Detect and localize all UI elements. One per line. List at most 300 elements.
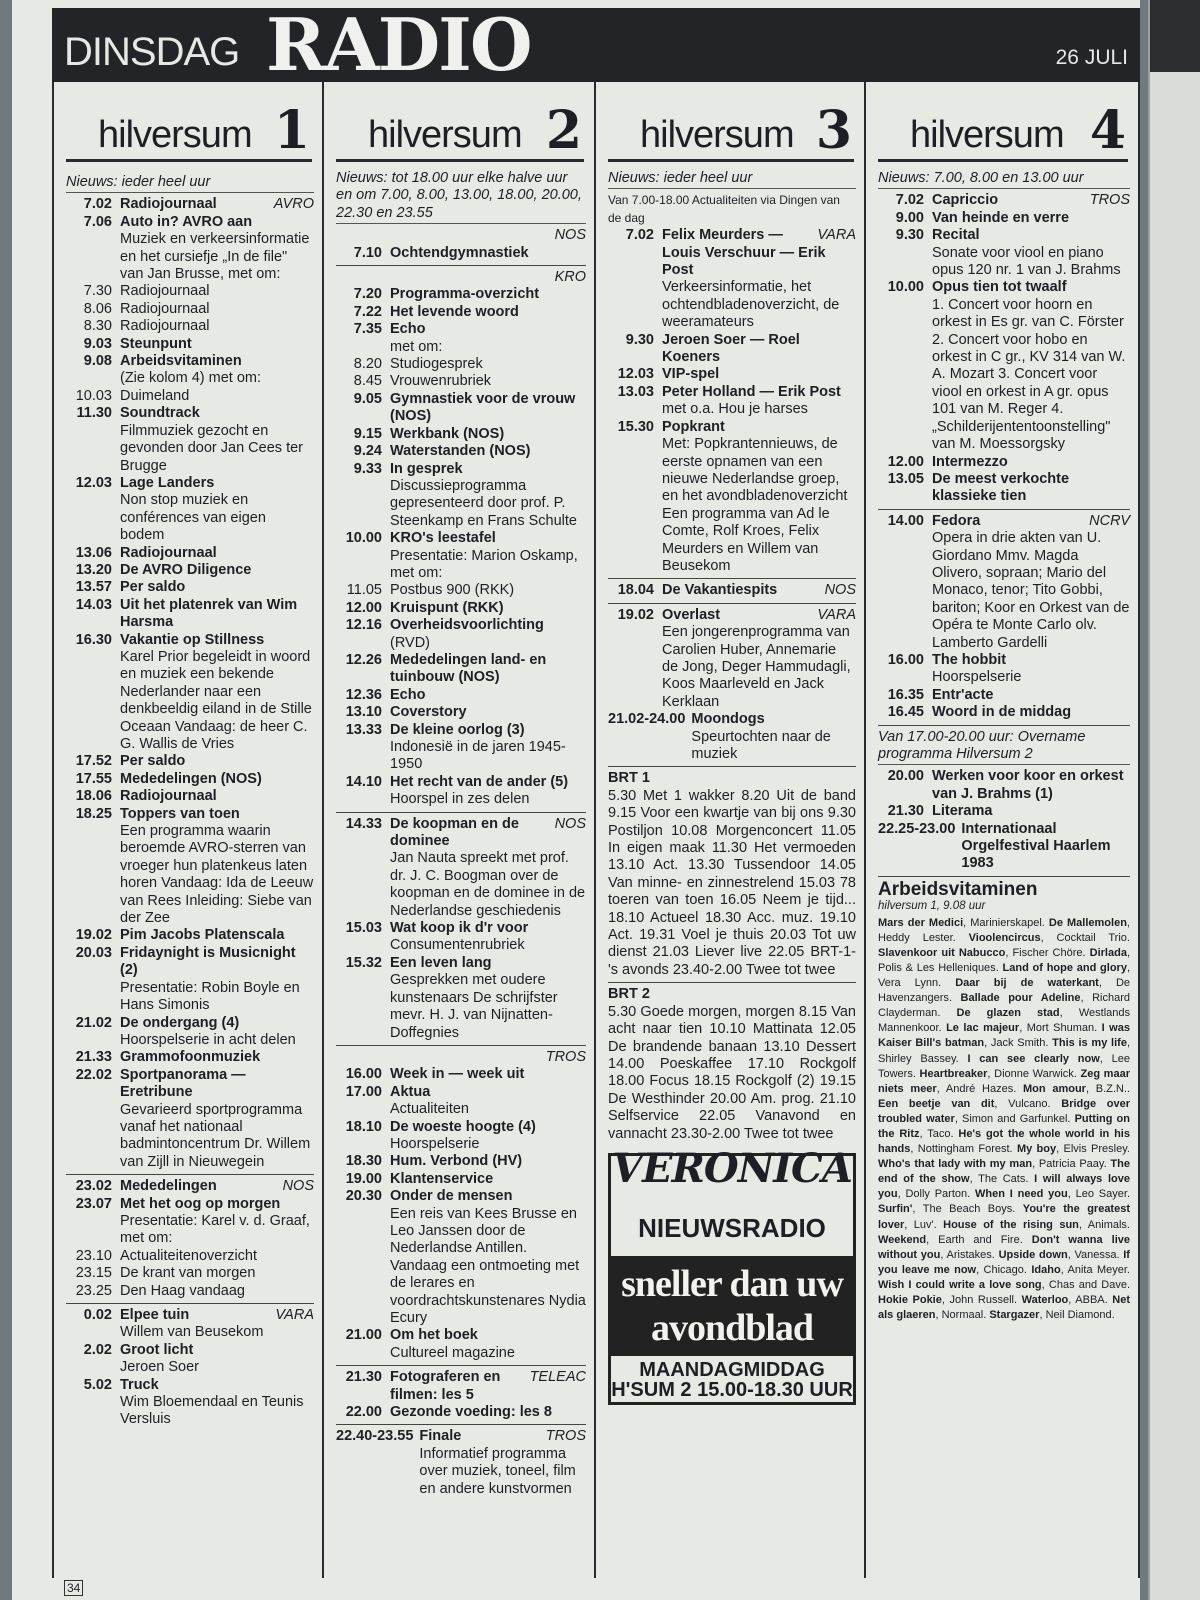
program-description: Actualiteiten [390,1101,469,1118]
program-title: Fridaynight is Musicnight (2) [120,944,296,979]
song-artist: André Hazes [945,1082,1014,1095]
program-details [390,1153,586,1170]
program-details [120,1248,314,1265]
song-artist: The Cats [978,1173,1026,1186]
program-details [932,227,1130,279]
advert-line-3: avondblad [650,1306,814,1349]
program-details [120,771,314,788]
program-details [390,461,586,531]
program-description: Vrouwenrubriek [390,373,492,390]
brt1-schedule: 5.30 Met 1 wakker 8.20 Uit de band 9.15 Voor een kwartje van bij ons 9.30 Postiljon 10.08 Morgenconcert 11.05 In eigen maak 11.30 Het vermoeden 13.10 Act. 13.30 Tussendoor 14.05 Van minne- en zinnestrelend 15.03 78 toeren van toen 16.05 Neem je tijd... 18.10 Actueel 18.30 Acc. muz. 19.10 Act. 19.31 Voel je thuis 20.03 Tot uw dienst 21.03 Liever live 22.05 BRT-1-'s avonds 23.40-2.00 Twee tot twee [608,787,856,978]
program-time: 23.25 [75,1282,112,1299]
program-time: 13.57 [75,579,112,596]
date-label: 26 JULI [1055,46,1128,69]
program-description: (Zie kolom 4) met om: [120,370,261,387]
song-artist: Mort Shuman [1026,1022,1095,1035]
program-entry [66,562,314,579]
program-title: Mededelingen (NOS) [120,770,262,787]
news-note: Nieuws: 7.00, 8.00 en 13.00 uur [878,170,1130,189]
program-details [120,283,314,300]
song-title: Weekend [878,1233,927,1246]
program-time: 16.45 [887,704,924,721]
song-artist: ABBA [1075,1294,1105,1306]
program-time: 9.30 [895,227,924,244]
arbeidsvitaminen-subtitle: hilversum 1, 9.08 uur [878,900,986,913]
song-title: Putting on the Ritz [878,1112,1130,1140]
program-entry [608,227,856,331]
program-title: Opus tien tot twaalf [932,279,1067,296]
program-entry [66,336,314,353]
program-description: Jan Nauta spreekt met prof. dr. J. C. Boogman over de koopman en de dominee in de Nederlandse geschiedenis [390,850,586,919]
program-time: 21.02 [75,1014,112,1031]
program-entry [336,426,586,443]
divider [608,982,856,983]
program-description: Presentatie: Robin Boyle en Hans Simonis [120,979,300,1014]
program-entry [336,955,586,1042]
program-description: Actualiteitenoverzicht [120,1247,258,1264]
program-details [120,388,314,405]
program-title: De kleine oorlog (3) [390,721,525,738]
program-time: 9.15 [353,425,382,442]
program-entry [66,1265,314,1282]
program-entry [336,1084,586,1119]
program-time: 8.06 [83,300,112,317]
program-entry [336,687,586,704]
program-details [419,1428,586,1498]
program-title: Echo [390,321,426,338]
advert-slogan [611,1256,853,1356]
program-details [120,318,314,335]
program-details [932,210,1130,227]
program-title: KRO's leestafel [390,530,496,547]
broadcaster-tag: NOS [554,815,586,832]
broadcaster-tag: TROS [1089,192,1130,209]
program-details [390,774,586,809]
program-entry [66,388,314,405]
program-details [120,632,314,754]
song-title: I can see clearly now [967,1052,1100,1065]
song-title: De Mallemolen [1048,916,1127,929]
program-title: Werken voor koor en orkest van J. Brahms (1) [932,768,1124,802]
program-time: 12.00 [887,453,924,470]
song-title: Bridge over troubled water [878,1097,1131,1125]
program-title: Kruispunt (RKK) [390,599,504,616]
song-artist: Vanessa [1074,1248,1117,1261]
page-header [52,2,1140,87]
program-time: 21.33 [75,1049,112,1066]
program-entry [878,471,1130,506]
divider [878,876,1130,877]
program-entry [336,1066,586,1083]
program-details [390,321,586,356]
program-time: 22.40-23.55 [336,1428,414,1445]
program-description: Consumentenrubriek [390,937,525,954]
program-title: Werkbank (NOS) [390,425,505,442]
program-details [390,816,586,920]
program-details [120,475,314,545]
program-entry [66,1015,314,1050]
program-entry [336,391,586,426]
program-details [120,405,314,475]
program-description: Discussieprogramma gepresenteerd door prof. P. Steenkamp en Frans Schulte [390,477,577,529]
program-title: Mededelingen land- en tuinbouw (NOS) [390,651,547,686]
program-entry [336,1327,586,1362]
song-artist: Chas and Dave [1048,1278,1127,1291]
program-details [932,687,1130,704]
program-details [390,356,586,373]
program-time: 21.30 [887,803,924,820]
broadcaster-tag: TELEAC [529,1369,586,1386]
program-time: 13.06 [75,544,112,561]
divider [336,1365,586,1366]
program-title: Popkrant [662,418,725,435]
program-description: De krant van morgen [120,1265,256,1282]
song-artist: Heddy Lester [878,931,953,944]
program-description: Met: Popkrantennieuws, de eerste opnamen van een nieuwe Nederlandse groep, en het avondbladenoverzicht Een programma van Ad le Comte, Rolf Kroes, Felix Meurders en Willem van Beusekom [662,436,848,574]
station-name: hilversum [98,114,252,156]
program-title: Hum. Verbond (HV) [390,1153,523,1170]
program-entry [336,443,586,460]
program-description: Radiojournaal [120,283,210,300]
program-time: 7.10 [353,244,382,261]
program-entry [336,816,586,920]
program-details [932,513,1130,652]
program-time: 15.03 [345,920,382,937]
program-title: Echo [390,686,426,703]
station-number: 2 [545,100,582,161]
program-details [390,426,586,443]
program-details [390,530,586,582]
program-entry [66,597,314,632]
program-entry [66,545,314,562]
program-time: 5.02 [83,1376,112,1393]
song-artist: Leo Sayer [1075,1188,1127,1201]
song-title: Surfin' [878,1203,913,1216]
program-time: 16.35 [887,686,924,703]
song-artist: B.Z.N. [1095,1082,1127,1095]
program-details [932,652,1130,687]
song-artist: Elvis Presley [1063,1143,1127,1156]
program-title: Lage Landers [120,474,215,491]
song-artist: Richard Clayderman [878,992,1130,1020]
program-time: 8.45 [353,373,382,390]
program-title: Pim Jacobs Platenscala [120,927,285,944]
program-details [390,600,586,617]
program-time: 9.03 [83,335,112,352]
program-details [390,652,586,687]
program-entry [878,652,1130,687]
program-title: Jeroen Soer — Roel Koeners [662,331,800,366]
program-time: 18.06 [75,788,112,805]
song-title: This is my life [1052,1037,1127,1050]
program-entry [878,821,1130,873]
program-description: Radiojournaal [120,318,210,335]
program-time: 7.35 [353,321,382,338]
program-description: Een programma waarin beroemde AVRO-sterren van vroeger hun platenkeus laten horen Vandaag: Ida de Leeuw van Rees Inleiding: Siebe van der Zee [120,823,314,927]
program-time: 13.20 [75,561,112,578]
late-program-list [878,768,1130,872]
program-entry [336,1369,586,1404]
program-details [120,753,314,770]
program-details [961,821,1130,873]
song-title: Hokie Pokie [878,1294,942,1306]
schedule-body [336,170,586,1498]
program-details [390,920,586,955]
program-title: Het recht van de ander (5) [390,773,569,790]
broadcaster-tag: TROS [545,1428,586,1445]
program-title: Grammofoonmuziek [120,1049,261,1066]
program-details [390,687,586,704]
broadcaster-tag: VARA [817,227,856,244]
program-time: 12.36 [345,686,382,703]
program-description: Filmmuziek gezocht en gevonden door Jan Cees ter Brugge [120,422,303,474]
program-entry [66,945,314,1015]
program-title: Elpee tuin [120,1307,190,1323]
program-details [662,366,856,383]
song-title: Mars der Medici [878,916,964,929]
program-time: 14.03 [75,596,112,613]
program-title: Het levende woord [390,303,519,320]
song-title: De glazen stad [956,1007,1060,1020]
program-time: 7.30 [83,283,112,300]
program-entry [66,579,314,596]
program-entry [608,582,856,599]
program-entry [336,1404,586,1421]
broadcaster-tag: NOS [824,582,856,599]
program-description: Duimeland [120,387,190,404]
program-title: In gesprek [390,460,463,477]
program-time: 9.08 [83,353,112,370]
song-artist: Anita Meyer [1067,1263,1127,1276]
program-details [932,704,1130,721]
program-time: 23.15 [75,1265,112,1282]
program-title: Klantenservice [390,1170,494,1187]
column-hilversum-1 [52,82,322,1578]
broadcaster-tag: KRO [554,269,586,286]
program-time [336,227,390,244]
program-details [120,336,314,353]
program-title: VIP-spel [662,366,720,383]
program-title: De koopman en de dominee [390,815,519,850]
program-details [390,227,586,244]
program-description: Gevarieerd sportprogramma vanaf het nationaal badmintoncentrum Dr. Willem van Zijll in Nieuwegein [120,1101,311,1170]
program-time: 19.00 [345,1170,382,1187]
program-entry [66,475,314,545]
program-entry [336,286,586,303]
station-number: 3 [815,100,852,161]
station-number: 1 [273,100,310,161]
program-description: Gesprekken met oudere kunstenaars De schrijfster mevr. H. J. van Nijnatten-Doffegnies [390,972,558,1041]
program-description: 1. Concert voor hoorn en orkest in Es gr. van C. Förster 2. Concert voor hobo en orkest in C gr., KV 314 van W. A. Mozart 3. Concert voor viool en orkest in A gr. opus 101 van M. Reger 4. „Schilderijententoonstelling" van M. Moessorgsky [932,296,1126,453]
program-title: Arbeidsvitaminen [120,353,242,370]
program-description: (RVD) [390,634,431,651]
program-entry [878,210,1130,227]
news-subnote: Van 7.00-18.00 Actualiteiten via Dingen van de dag [608,193,840,225]
program-title: Met het oog op morgen [120,1195,281,1212]
program-details [120,562,314,579]
news-note: Nieuws: ieder heel uur [608,170,856,189]
divider [336,812,586,813]
program-time: 12.26 [345,651,382,668]
program-title: Aktua [390,1083,431,1100]
program-details [932,803,1130,820]
overname-note: Van 17.00-20.00 uur: Overname programma Hilversum 2 [878,729,1130,766]
program-time: 23.07 [75,1195,112,1212]
song-artist: Patricia Paay [1038,1158,1104,1171]
program-details [390,582,586,599]
program-entry [336,227,586,244]
divider [608,766,856,767]
program-entry [336,304,586,321]
song-title: Slavenkoor uit Nabucco [878,946,1006,959]
program-time: 14.00 [887,512,924,529]
program-time: 13.05 [887,470,924,487]
program-entry [66,1196,314,1248]
program-entry [66,632,314,754]
arbeidsvitaminen-playlist: Mars der Medici, Marinierskapel. De Mallemolen, Heddy Lester. Vioolencircus, Cocktail Trio. Slavenkoor uit Nabucco, Fischer Chöre. Dirlada, Polis & Les Helleniques. Land of hope and glory, Vera Lynn. Daar bij de waterkant, De Havenzangers. Ballade pour Adeline, Richard Clayderman. De glazen stad, Westlands Mannenkoor. Le lac majeur, Mort Shuman. I was Kaiser Bill's batman, Jack Smith. This is my life, Shirley Bassey. I can see clearly now, Lee Towers. Heartbreaker, Dionne Warwick. Zeg maar niets meer, André Hazes. Mon amour, B.Z.N.. Een beetje van dit, Vulcano. Bridge over troubled water, Simon and Garfunkel. Putting on the Ritz, Taco. He's got the whole world in his hands, Nottingham Forest. My boy, Elvis Presley. Who's that lady with my man, Patricia Paay. The end of the show, The Cats. I will always love you, Dolly Parton. When I need you, Leo Sayer. Surfin', The Beach Boys. You're the greatest lover, Luv'. House of the rising sun, Animals. Weekend, Earth and Fire. Don't wanna live without you, Aristakes. Upside down, Vanessa. If you leave me now, Chicago. Idaho, Anita Meyer. Wish I could write a love song, Chas and Dave. Hokie Pokie, John Russell. Waterloo, ABBA. Net als glaeren, Normaal. Stargazer, Neil Diamond. [878,916,1131,1322]
program-details [662,332,856,367]
program-entry [66,1248,314,1265]
song-title: He's got the whole world in his hands [878,1127,1130,1156]
program-details [691,711,856,763]
program-entry [336,269,586,286]
station-heading [336,100,584,162]
program-entry [878,687,1130,704]
day-label: DINSDAG [64,30,240,74]
song-artist: Dionne Warwick [994,1067,1074,1080]
program-title: Sportpanorama — Eretribune [120,1066,246,1101]
song-title: Daar bij de waterkant [955,977,1099,990]
program-entry [336,774,586,809]
program-time: 17.00 [345,1083,382,1100]
program-description: Presentatie: Karel v. d. Graaf, met om: [120,1212,310,1247]
program-time: 10.03 [75,387,112,404]
schedule-body [878,170,1130,1323]
broadcaster-tag: AVRO [273,196,314,213]
program-title: Fotograferen en filmen: les 5 [390,1369,501,1403]
program-details [932,192,1130,209]
veronica-logo: VERONICA [612,1144,852,1192]
program-entry [336,245,586,262]
schedule-body [608,170,856,1405]
program-time [336,269,390,286]
broadcaster-tag: NOS [554,227,586,244]
divider [66,1174,314,1175]
program-details [120,1342,314,1377]
program-title: De AVRO Diligence [120,561,252,578]
program-details [120,1265,314,1282]
song-title: Idaho [1031,1263,1061,1276]
program-details [390,1066,586,1083]
program-title: Een leven lang [390,954,492,971]
program-details [390,269,586,286]
song-artist: Animals [1087,1218,1127,1231]
program-time: 15.32 [345,954,382,971]
station-number: 4 [1089,100,1126,161]
program-title: De Vakantiespits [662,582,778,599]
program-time: 7.06 [83,213,112,230]
program-time: 7.20 [353,286,382,303]
program-description: Presentatie: Marion Oskamp, met om: [390,547,578,581]
program-entry [336,722,586,774]
program-entry [336,461,586,531]
program-details [120,1067,314,1171]
program-entry [878,704,1130,721]
brt1-title: BRT 1 [608,770,650,787]
advert-line-1: NIEUWSRADIO [638,1212,826,1243]
program-entry [66,196,314,213]
schedule-body [66,174,314,1429]
program-details [120,545,314,562]
program-details [932,454,1130,471]
song-title: Mon amour [1023,1082,1086,1095]
program-description: Hoorspel in zes delen [390,791,530,808]
song-title: House of the rising sun [943,1218,1079,1231]
program-time: 10.00 [345,530,382,547]
adjacent-page-edge [1148,0,1200,1600]
program-description: Een jongerenprogramma van Carolien Huber, Annemarie de Jong, Deger Hammudagli, Koos Maarleveld en Jack Kerklaan [662,624,851,710]
program-entry [66,927,314,944]
song-title: Ballade pour Adeline [960,992,1081,1005]
divider [336,1424,586,1425]
song-title: When I need you [975,1188,1068,1201]
column-hilversum-4 [864,82,1140,1578]
program-description: Opera in drie akten van U. Giordano Mmv. Magda Olivero, sopraan; Mario del Monaco, tenor; Tito Gobbi, bariton; Koor en Orkest van de Opéra te Monte Carlo olv. Lamberto Gardelli [932,530,1130,651]
program-time: 10.00 [887,279,924,296]
program-entry [66,318,314,335]
broadcaster-tag: VARA [817,606,856,623]
program-entry [336,1428,586,1498]
program-title: De woeste hoogte (4) [390,1118,536,1135]
program-entry [336,617,586,652]
program-title: Week in — week uit [390,1066,525,1083]
song-title: Vioolencircus [968,931,1041,944]
program-time: 8.20 [353,356,382,373]
program-list [878,192,1130,721]
program-entry [66,214,314,284]
song-title: Le lac majeur [946,1022,1020,1035]
program-details [120,353,314,388]
program-description: Non stop muziek en conférences van eigen bodem [120,492,266,544]
program-description: Indonesië in de jaren 1945-1950 [390,739,566,773]
program-time: 22.00 [345,1404,382,1421]
program-entry [66,301,314,318]
program-entry [336,356,586,373]
program-entry [608,332,856,367]
divider [336,265,586,266]
song-artist: Lee Towers [878,1052,1130,1080]
program-time: 7.02 [83,196,112,213]
program-title: The hobbit [932,651,1007,668]
program-time: 21.02-24.00 [608,711,686,728]
program-entry [336,1188,586,1327]
program-time: 14.10 [345,773,382,790]
song-artist: Jack Smith [990,1037,1046,1050]
program-description: Radiojournaal [120,300,210,317]
program-time: 23.02 [75,1178,112,1195]
program-description: Postbus 900 (RKK) [390,582,515,599]
program-time: 7.02 [625,227,654,244]
program-entry [66,1283,314,1300]
program-description: met om: [390,338,443,355]
song-title: Who's that lady with my man [878,1158,1033,1171]
program-time: 0.02 [83,1307,112,1323]
divider [608,603,856,604]
program-title: Radiojournaal [120,196,217,213]
program-title: Om het boek [390,1327,478,1344]
program-details [120,927,314,944]
program-title: Literama [932,803,993,820]
